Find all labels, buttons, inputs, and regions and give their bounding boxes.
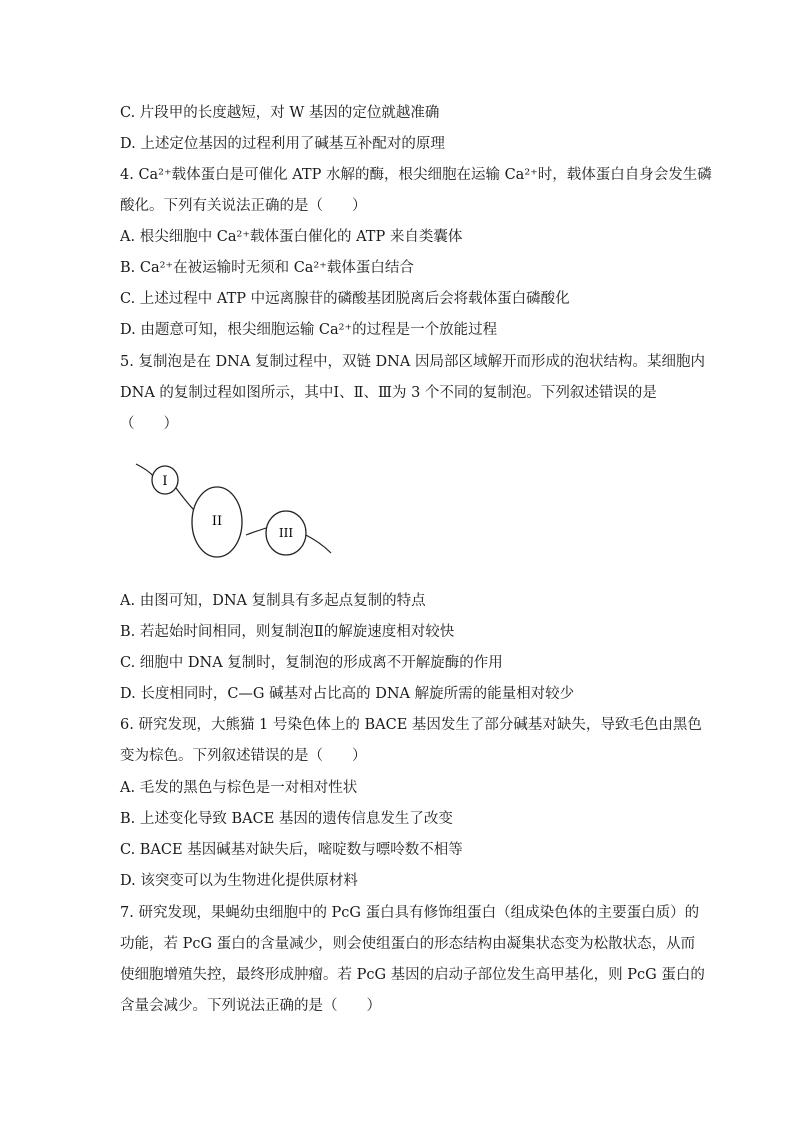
line-9: DNA 的复制过程如图所示，其中Ⅰ、Ⅱ、Ⅲ为 3 个不同的复制泡。下列叙述错误的是	[120, 385, 657, 401]
line-21: 7. 研究发现，果蝇幼虫细胞中的 PcG 蛋白具有修饰组蛋白（组成染色体的主要蛋白质）的	[120, 905, 700, 921]
dna-strand	[136, 464, 154, 477]
line-24: 含量会减少。下列说法正确的是（ ）	[120, 998, 381, 1014]
line-2: 4. Ca²⁺载体蛋白是可催化 ATP 水解的酶，根尖细胞在运输 Ca²⁺时，载体蛋白自身会发生磷	[120, 167, 712, 183]
line-13: C. 细胞中 DNA 复制时，复制泡的形成离不开解旋酶的作用	[120, 655, 503, 671]
bubble-label-i: I	[162, 474, 168, 489]
line-5: B. Ca²⁺在被运输时无须和 Ca²⁺载体蛋白结合	[120, 260, 414, 276]
line-8: 5. 复制泡是在 DNA 复制过程中，双链 DNA 因局部区域解开而形成的泡状结构。某细胞内	[120, 354, 705, 370]
line-18: B. 上述变化导致 BACE 基因的遗传信息发生了改变	[120, 811, 453, 827]
bubble-label-ii: II	[211, 514, 223, 529]
line-0: C. 片段甲的长度越短，对 W 基因的定位就越准确	[120, 105, 440, 121]
line-1: D. 上述定位基因的过程利用了碱基互补配对的原理	[120, 136, 445, 152]
line-6: C. 上述过程中 ATP 中远离腺苷的磷酸基团脱离后会将载体蛋白磷酸化	[120, 291, 570, 307]
line-23: 使细胞增殖失控，最终形成肿瘤。若 PcG 基因的启动子部位发生高甲基化，则 PcG 蛋白的	[120, 967, 705, 983]
line-4: A. 根尖细胞中 Ca²⁺载体蛋白催化的 ATP 来自类囊体	[120, 229, 463, 245]
replication-bubble-diagram	[130, 452, 340, 564]
line-3: 酸化。下列有关说法正确的是（ ）	[120, 198, 367, 214]
line-22: 功能，若 PcG 蛋白的含量减少，则会使组蛋白的形态结构由凝集状态变为松散状态，从而	[120, 936, 696, 952]
line-7: D. 由题意可知，根尖细胞运输 Ca²⁺的过程是一个放能过程	[120, 322, 498, 338]
line-16: 变为棕色。下列叙述错误的是（ ）	[120, 748, 367, 764]
line-17: A. 毛发的黑色与棕色是一对相对性状	[120, 780, 358, 796]
line-19: C. BACE 基因碱基对缺失后，嘧啶数与嘌呤数不相等	[120, 842, 463, 858]
line-10: （ ）	[120, 416, 178, 432]
line-15: 6. 研究发现，大熊猫 1 号染色体上的 BACE 基因发生了部分碱基对缺失，导致毛色由黑色	[120, 717, 702, 733]
bubble-label-iii: III	[278, 526, 294, 540]
dna-strand	[176, 488, 194, 510]
dna-strand	[246, 528, 266, 535]
line-11: A. 由图可知，DNA 复制具有多起点复制的特点	[120, 593, 426, 609]
line-12: B. 若起始时间相同，则复制泡Ⅱ的解旋速度相对较快	[120, 624, 455, 640]
line-14: D. 长度相同时，C—G 碱基对占比高的 DNA 解旋所需的能量相对较少	[120, 686, 575, 702]
dna-strand	[304, 534, 331, 553]
line-20: D. 该突变可以为生物进化提供原材料	[120, 873, 358, 889]
